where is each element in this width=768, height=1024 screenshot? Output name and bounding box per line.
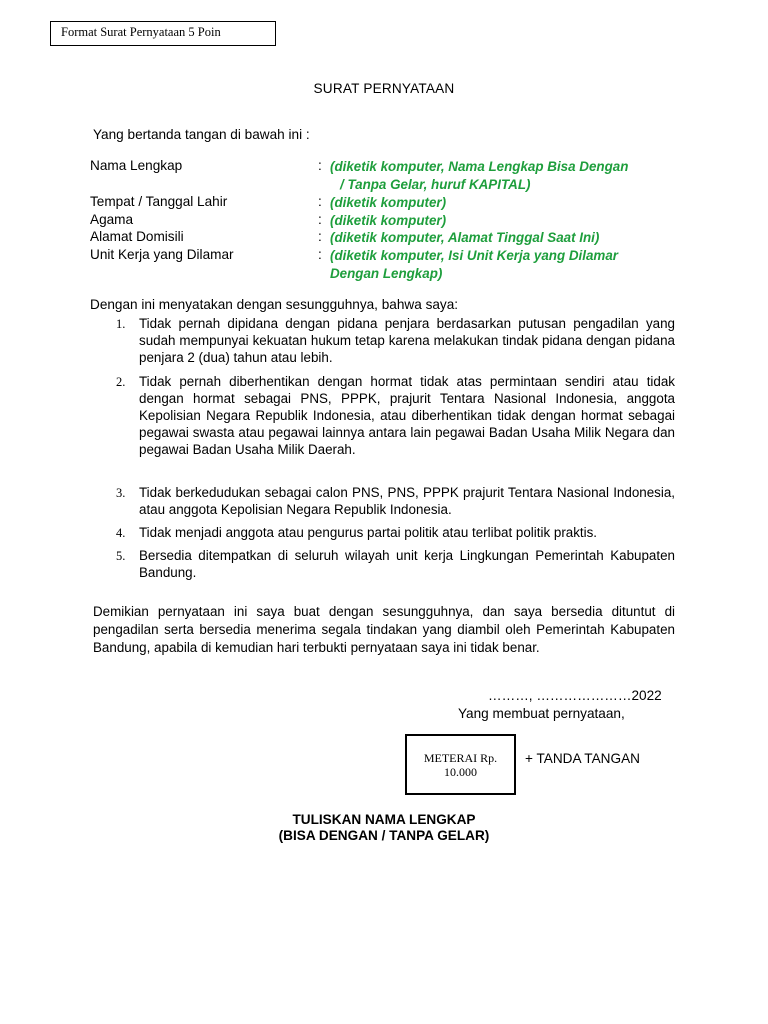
- field-label-agama: Agama: [90, 212, 134, 227]
- statement-intro: Dengan ini menyatakan dengan sesungguhnya, bahwa saya:: [90, 297, 459, 312]
- field-value-unit-kerja-line1: (diketik komputer, Isi Unit Kerja yang Dilamar: [330, 248, 618, 263]
- maker-label: Yang membuat pernyataan,: [458, 706, 625, 721]
- list-item-number: 2.: [116, 375, 126, 389]
- format-label: Format Surat Pernyataan 5 Poin: [61, 25, 221, 39]
- field-value-alamat: (diketik komputer, Alamat Tinggal Saat Ini): [330, 230, 600, 245]
- field-value-nama-line1: (diketik komputer, Nama Lengkap Bisa Dengan: [330, 159, 629, 174]
- date-line: ………, …………………2022: [488, 688, 662, 703]
- name-hint-line1: TULISKAN NAMA LENGKAP: [292, 812, 476, 827]
- list-item-text: Tidak pernah dipidana dengan pidana penjara berdasarkan putusan pengadilan yang sudah mempunyai kekuatan hukum tetap karena melakukan tindak pidana dengan pidana penjara 2 (dua) tahun atau lebih.: [139, 316, 675, 365]
- field-colon-alamat: :: [318, 229, 322, 244]
- list-item-number: 3.: [116, 486, 126, 500]
- list-item-text: Tidak menjadi anggota atau pengurus partai politik atau terlibat politik praktis.: [139, 525, 598, 540]
- list-item-text: Tidak berkedudukan sebagai calon PNS, PNS, PPPK prajurit Tentara Nasional Indonesia, atau anggota Kepolisian Negara Republik Indonesia.: [139, 485, 675, 517]
- field-colon-agama: :: [318, 212, 322, 227]
- closing-paragraph: Demikian pernyataan ini saya buat dengan sesungguhnya, dan saya bersedia dituntut di pengadilan serta bersedia menerima segala tindakan yang diambil oleh Pemerintah Kabupaten Bandung, apabila di kemudian hari terbukti pernyataan saya ini tidak benar.: [93, 604, 675, 655]
- document-title: SURAT PERNYATAAN: [313, 81, 455, 96]
- field-label-ttl: Tempat / Tanggal Lahir: [90, 194, 228, 209]
- field-value-ttl: (diketik komputer): [330, 195, 447, 210]
- intro-text: Yang bertanda tangan di bawah ini :: [93, 127, 310, 142]
- field-value-agama: (diketik komputer): [330, 213, 447, 228]
- field-label-nama: Nama Lengkap: [90, 158, 183, 173]
- list-item-number: 4.: [116, 526, 126, 540]
- signature-hint: + TANDA TANGAN: [525, 751, 640, 766]
- list-item-text: Bersedia ditempatkan di seluruh wilayah unit kerja Lingkungan Pemerintah Kabupaten Bandung.: [139, 548, 675, 580]
- format-label-box: [50, 21, 276, 46]
- field-value-nama-line2: / Tanpa Gelar, huruf KAPITAL): [340, 177, 531, 192]
- field-label-unit-kerja: Unit Kerja yang Dilamar: [90, 247, 234, 262]
- field-value-unit-kerja-line2: Dengan Lengkap): [330, 266, 443, 281]
- list-item-number: 5.: [116, 549, 126, 563]
- meterai-line1: METERAI Rp.: [423, 750, 498, 765]
- field-colon-ttl: :: [318, 194, 322, 209]
- list-item-number: 1.: [116, 317, 126, 331]
- meterai-line2: 10.000: [444, 764, 477, 779]
- meterai-stamp-box: [405, 734, 516, 795]
- list-item-text: Tidak pernah diberhentikan dengan hormat tidak atas permintaan sendiri atau tidak dengan hormat sebagai PNS, PPPK, prajurit Tentara Nasional Indonesia, anggota Kepolisian Negara Republik Indonesia, atau diberhentikan tidak dengan hormat sebagai pegawai swasta atau pegawai lainnya antara lain pegawai Badan Usaha Milik Negara dan pegawai Badan Usaha Milik Daerah.: [139, 374, 675, 457]
- field-colon-nama: :: [318, 158, 322, 173]
- name-hint-line2: (BISA DENGAN / TANPA GELAR): [278, 828, 490, 843]
- field-colon-unit-kerja: :: [318, 247, 322, 262]
- field-label-alamat: Alamat Domisili: [90, 229, 184, 244]
